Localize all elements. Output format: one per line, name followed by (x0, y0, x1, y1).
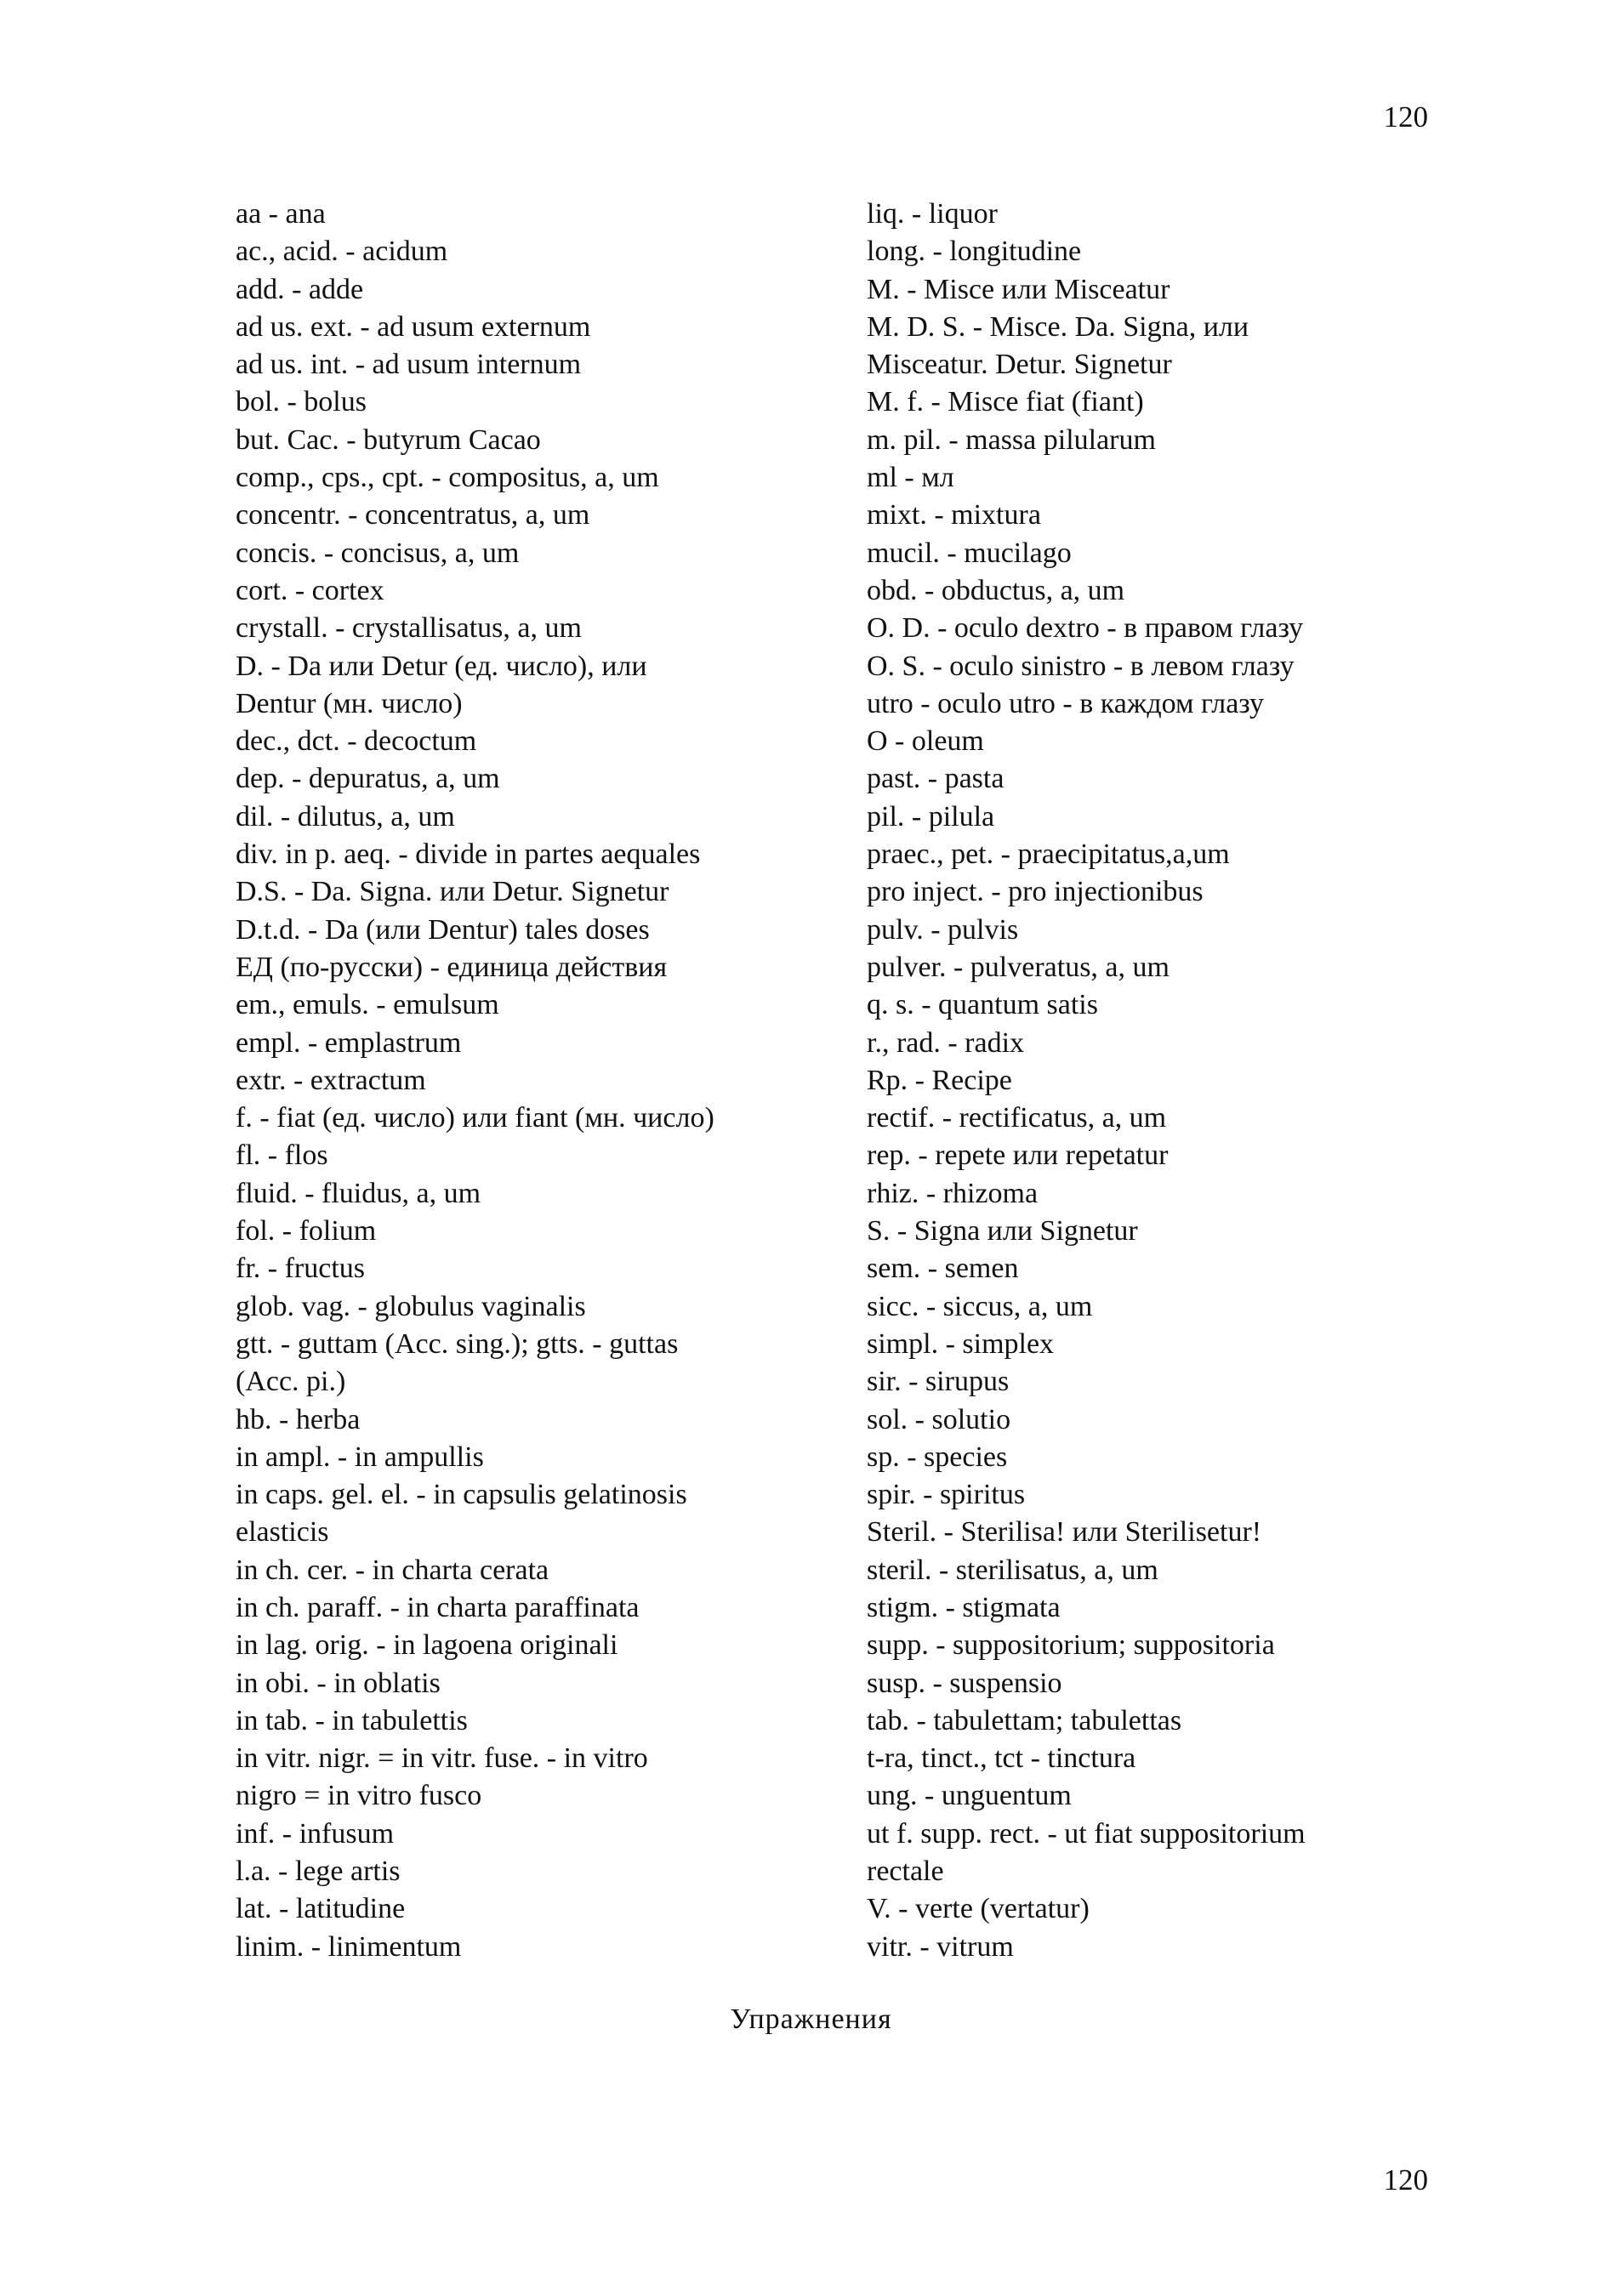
abbreviation-entry: crystall. - crystallisatus, a, um (236, 612, 582, 645)
abbreviation-entry: in caps. gel. el. - in capsulis gelatinosis (236, 1479, 687, 1511)
abbreviation-entry: utro - oculo utro - в каждом глазу (867, 687, 1265, 719)
abbreviation-entry: in ch. cer. - in charta cerata (236, 1554, 549, 1586)
abbreviation-entry: mucil. - mucilago (867, 537, 1072, 569)
abbreviation-entry: M. D. S. - Misce. Da. Signa, или (867, 310, 1249, 343)
abbreviation-entry: long. - longitudine (867, 236, 1082, 268)
abbreviation-entry: f. - fiat (ед. число) или fiant (мн. число) (236, 1102, 714, 1134)
abbreviation-entry: pulver. - pulveratus, a, um (867, 951, 1170, 983)
abbreviation-entry: Steril. - Sterilisa! или Sterilisetur! (867, 1516, 1262, 1549)
abbreviation-entry: comp., cps., cpt. - compositus, a, um (236, 462, 659, 494)
abbreviation-entry: pro inject. - pro injectionibus (867, 876, 1204, 908)
abbreviation-entry: r., rad. - radix (867, 1026, 1025, 1059)
abbreviation-entry: past. - pasta (867, 763, 1005, 795)
abbreviation-entry: Dentur (мн. число) (236, 687, 463, 719)
abbreviation-entry: t-ra, tinct., tct - tinctura (867, 1742, 1136, 1775)
abbreviation-entry: cort. - cortex (236, 574, 384, 606)
abbreviation-entry: O. D. - oculo dextro - в правом глазу (867, 612, 1304, 645)
abbreviation-entry: tab. - tabulettam; tabulettas (867, 1704, 1182, 1736)
abbreviation-entry: rep. - repete или repetatur (867, 1139, 1169, 1172)
abbreviation-entry: in vitr. nigr. = in vitr. fuse. - in vitro (236, 1742, 648, 1775)
abbreviation-entry: rectale (867, 1856, 944, 1888)
abbreviation-entry: bol. - bolus (236, 386, 367, 418)
abbreviation-entry: mixt. - mixtura (867, 499, 1041, 531)
abbreviation-entry: M. f. - Misce fiat (fiant) (867, 386, 1144, 418)
abbreviation-entry: add. - adde (236, 273, 364, 305)
abbreviation-entry: em., emuls. - emulsum (236, 989, 499, 1021)
abbreviation-entry: fr. - fructus (236, 1253, 366, 1285)
abbreviation-entry: sol. - solutio (867, 1403, 1011, 1435)
abbreviation-entry: ung. - unguentum (867, 1780, 1072, 1812)
abbreviations-right-column (867, 196, 1462, 1966)
abbreviation-entry: S. - Signa или Signetur (867, 1215, 1138, 1247)
abbreviation-entry: M. - Misce или Misceatur (867, 273, 1170, 305)
abbreviation-entry: dep. - depuratus, a, um (236, 763, 500, 795)
abbreviation-entry: aa - ana (236, 198, 326, 230)
abbreviation-entry: elasticis (236, 1516, 329, 1549)
abbreviations-left-column (236, 196, 831, 1966)
abbreviation-entry: susp. - suspensio (867, 1667, 1062, 1699)
abbreviation-entry: (Acc. pi.) (236, 1366, 346, 1398)
abbreviation-entry: liq. - liquor (867, 198, 998, 230)
abbreviation-entry: glob. vag. - globulus vaginalis (236, 1290, 586, 1322)
abbreviation-entry: sicc. - siccus, a, um (867, 1290, 1093, 1322)
abbreviation-entry: lat. - latitudine (236, 1893, 406, 1925)
abbreviation-entry: rectif. - rectificatus, a, um (867, 1102, 1167, 1134)
abbreviation-entry: sp. - species (867, 1441, 1008, 1473)
abbreviation-entry: ad us. ext. - ad usum externum (236, 310, 591, 343)
abbreviation-entry: q. s. - quantum satis (867, 989, 1098, 1021)
abbreviation-entry: supp. - suppositorium; suppositoria (867, 1629, 1275, 1662)
abbreviation-entry: gtt. - guttam (Acc. sing.); gtts. - guttas (236, 1327, 679, 1360)
page-number-top: 120 (1383, 100, 1428, 134)
abbreviation-entry: O - oleum (867, 725, 984, 758)
abbreviation-entry: fluid. - fluidus, a, um (236, 1177, 481, 1209)
abbreviation-entry: ut f. supp. rect. - ut fiat suppositorium (867, 1817, 1306, 1850)
abbreviation-entry: rhiz. - rhizoma (867, 1177, 1039, 1209)
abbreviation-entry: dil. - dilutus, a, um (236, 800, 455, 833)
abbreviation-entry: pil. - pilula (867, 800, 995, 833)
abbreviation-entry: in tab. - in tabulettis (236, 1704, 468, 1736)
abbreviation-entry: ad us. int. - ad usum internum (236, 349, 582, 381)
abbreviation-entry: in obi. - in oblatis (236, 1667, 441, 1699)
abbreviation-entry: concentr. - concentratus, a, um (236, 499, 590, 531)
abbreviation-entry: Rp. - Recipe (867, 1064, 1012, 1096)
abbreviation-entry: concis. - concisus, a, um (236, 537, 520, 569)
abbreviation-entry: fol. - folium (236, 1215, 377, 1247)
abbreviation-entry: sir. - sirupus (867, 1366, 1010, 1398)
abbreviation-entry: steril. - sterilisatus, a, um (867, 1554, 1158, 1586)
abbreviation-entry: D. - Da или Detur (ед. число), или (236, 650, 647, 682)
abbreviation-entry: simpl. - simplex (867, 1327, 1055, 1360)
abbreviation-entry: div. in p. aeq. - divide in partes aequales (236, 838, 701, 871)
abbreviation-entry: m. pil. - massa pilularum (867, 423, 1156, 456)
abbreviation-entry: D.t.d. - Da (или Dentur) tales doses (236, 913, 650, 946)
abbreviation-entry: in ch. paraff. - in charta paraffinata (236, 1591, 640, 1623)
abbreviation-entry: linim. - linimentum (236, 1930, 462, 1963)
abbreviation-entry: praec., pet. - praecipitatus,a,um (867, 838, 1230, 871)
abbreviation-entry: ac., acid. - acidum (236, 236, 448, 268)
abbreviation-entry: pulv. - pulvis (867, 913, 1019, 946)
abbreviation-entry: Misceatur. Detur. Signetur (867, 349, 1172, 381)
abbreviation-entry: spir. - spiritus (867, 1479, 1026, 1511)
abbreviation-entry: ml - мл (867, 462, 954, 494)
abbreviation-entry: hb. - herba (236, 1403, 361, 1435)
page-number-bottom: 120 (1383, 2163, 1428, 2197)
abbreviation-entry: in lag. orig. - in lagoena originali (236, 1629, 618, 1662)
section-heading: Упражнения (730, 2003, 892, 2035)
abbreviation-entry: but. Cac. - butyrum Cacao (236, 423, 541, 456)
abbreviation-entry: vitr. - vitrum (867, 1930, 1014, 1963)
abbreviation-entry: l.a. - lege artis (236, 1856, 401, 1888)
abbreviation-entry: D.S. - Da. Signa. или Detur. Signetur (236, 876, 669, 908)
abbreviation-entry: sem. - semen (867, 1253, 1019, 1285)
abbreviation-entry: nigro = in vitro fusco (236, 1780, 482, 1812)
abbreviation-entry: O. S. - oculo sinistro - в левом глазу (867, 650, 1295, 682)
abbreviation-entry: V. - verte (vertatur) (867, 1893, 1090, 1925)
abbreviation-entry: inf. - infusum (236, 1817, 395, 1850)
abbreviation-entry: stigm. - stigmata (867, 1591, 1061, 1623)
abbreviation-entry: empl. - emplastrum (236, 1026, 462, 1059)
abbreviation-entry: obd. - obductus, a, um (867, 574, 1125, 606)
abbreviation-entry: dec., dct. - decoctum (236, 725, 477, 758)
abbreviation-entry: ЕД (по-русски) - единица действия (236, 951, 668, 983)
abbreviation-entry: extr. - extractum (236, 1064, 426, 1096)
abbreviation-entry: fl. - flos (236, 1139, 328, 1172)
abbreviation-entry: in ampl. - in ampullis (236, 1441, 484, 1473)
